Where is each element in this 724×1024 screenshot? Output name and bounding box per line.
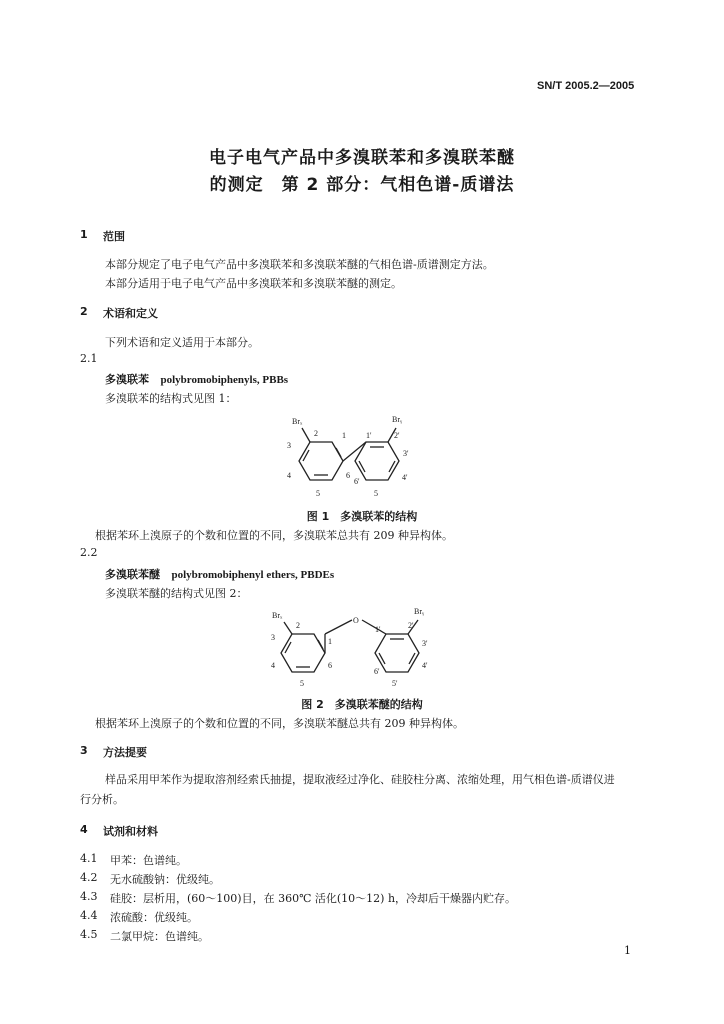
term-pbdes-en: polybromobiphenyl ethers, PBDEs bbox=[171, 569, 335, 581]
term-pbbs-description: 多溴联苯的结构式见图 1： bbox=[105, 392, 237, 405]
fig1-label-l6: 6 bbox=[346, 471, 350, 480]
fig1-label-r4: 4' bbox=[402, 473, 408, 482]
fig1-label-l2: 2 bbox=[314, 429, 318, 438]
section-3-paragraph-1: 样品采用甲苯作为提取溶剂经索氏抽提，提取液经过净化、硅胶柱分离、浓缩处理，用气相色谱-质谱仪进行分析。 bbox=[80, 773, 615, 806]
ring-left bbox=[281, 634, 325, 672]
br-bond-left bbox=[284, 622, 292, 634]
list-item-4-4-number: 4.4 bbox=[80, 909, 98, 922]
fig1-label-l3: 3 bbox=[287, 441, 291, 450]
list-item-4-2-number: 4.2 bbox=[80, 871, 98, 884]
ring-right bbox=[355, 442, 399, 480]
list-item-4-1-number: 4.1 bbox=[80, 852, 98, 865]
section-2-paragraph-1: 下列术语和定义适用于本部分。 bbox=[105, 336, 259, 349]
term-pbbs-en: polybromobiphenyls, PBBs bbox=[160, 374, 289, 386]
section-3-number: 3 bbox=[80, 744, 88, 757]
fig1-label-r1: 1' bbox=[366, 431, 372, 440]
fig2-label-r3: 3' bbox=[422, 639, 428, 648]
fig1-label-r6: 6' bbox=[354, 477, 360, 486]
fig2-label-l3: 3 bbox=[271, 633, 275, 642]
fig2-label-l1: 1 bbox=[328, 637, 332, 646]
list-item-4-1-text: 甲苯：色谱纯。 bbox=[110, 854, 187, 867]
list-item-4-4-text: 浓硫酸：优级纯。 bbox=[110, 911, 198, 924]
ring-right bbox=[375, 634, 419, 672]
section-1-number: 1 bbox=[80, 228, 88, 241]
section-3-heading: 方法提要 bbox=[103, 746, 147, 759]
section-1-paragraph-2: 本部分适用于电子电气产品中多溴联苯和多溴联苯醚的测定。 bbox=[105, 277, 402, 290]
fig2-label-l5: 5 bbox=[300, 679, 304, 688]
fig1-label-r5: 5 bbox=[374, 489, 378, 498]
figure-2-pbde-structure bbox=[262, 604, 462, 690]
fig2-oxygen: O bbox=[353, 616, 359, 625]
document-title-line2: 的测定 第 2 部分：气相色谱-质谱法 bbox=[209, 175, 515, 195]
term-pbdes-cn: 多溴联苯醚 bbox=[105, 568, 160, 581]
document-title-line1: 电子电气产品中多溴联苯和多溴联苯醚 bbox=[209, 148, 515, 168]
fig2-label-l2: 2 bbox=[296, 621, 300, 630]
figure-2-caption: 图 2 多溴联苯醚的结构 bbox=[301, 698, 423, 711]
list-item-4-3-text: 硅胶：层析用，(60～100)目，在 360℃ 活化(10～12) h，冷却后干燥器内贮存。 bbox=[110, 892, 517, 905]
fig1-label-r3: 3' bbox=[403, 449, 409, 458]
figure-1-note: 根据苯环上溴原子的个数和位置的不同，多溴联苯总共有 209 种异构体。 bbox=[95, 529, 453, 542]
fig2-label-r6: 6' bbox=[374, 667, 380, 676]
standard-number: SN/T 2005.2—2005 bbox=[537, 80, 635, 92]
br-bond-left bbox=[302, 428, 310, 442]
section-2-heading: 术语和定义 bbox=[103, 307, 158, 320]
fig2-label-r1: 1' bbox=[375, 625, 381, 634]
clause-2-1-number: 2.1 bbox=[80, 352, 98, 365]
fig2-br-left: Brₓ bbox=[272, 611, 283, 620]
figure-1-pbb-structure bbox=[270, 408, 450, 504]
list-item-4-3-number: 4.3 bbox=[80, 890, 98, 903]
fig2-br-right: Brᵧ bbox=[414, 607, 425, 616]
ring-left bbox=[299, 442, 343, 480]
fig1-label-l1: 1 bbox=[342, 431, 346, 440]
fig1-br-right: Brᵧ bbox=[392, 415, 403, 424]
list-item-4-2-text: 无水硫酸钠：优级纯。 bbox=[110, 873, 220, 886]
biphenyl-bond bbox=[343, 442, 366, 461]
figure-1-caption: 图 1 多溴联苯的结构 bbox=[306, 510, 418, 523]
fig1-label-l5: 5 bbox=[316, 489, 320, 498]
section-1-paragraph-1: 本部分规定了电子电气产品中多溴联苯和多溴联苯醚的气相色谱-质谱测定方法。 bbox=[105, 258, 494, 271]
figure-2-note: 根据苯环上溴原子的个数和位置的不同，多溴联苯醚总共有 209 种异构体。 bbox=[95, 717, 464, 730]
list-item-4-5-text: 二氯甲烷：色谱纯。 bbox=[110, 930, 209, 943]
term-pbbs-cn: 多溴联苯 bbox=[105, 373, 149, 386]
fig1-label-r2: 2' bbox=[394, 431, 400, 440]
fig2-label-r2: 2' bbox=[408, 621, 414, 630]
section-4-number: 4 bbox=[80, 823, 88, 836]
term-pbdes bbox=[105, 566, 334, 582]
section-2-number: 2 bbox=[80, 305, 88, 318]
list-item-4-5-number: 4.5 bbox=[80, 928, 98, 941]
term-pbdes-description: 多溴联苯醚的结构式见图 2： bbox=[105, 587, 248, 600]
fig2-label-r5: 5' bbox=[392, 679, 398, 688]
fig2-label-r4: 4' bbox=[422, 661, 428, 670]
fig2-label-l4: 4 bbox=[271, 661, 275, 670]
section-1-heading: 范围 bbox=[103, 230, 125, 243]
fig2-label-l6: 6 bbox=[328, 661, 332, 670]
clause-2-2-number: 2.2 bbox=[80, 546, 98, 559]
ether-bond-right bbox=[362, 620, 386, 634]
fig1-br-left: Brₓ bbox=[292, 417, 303, 426]
fig1-label-l4: 4 bbox=[287, 471, 291, 480]
section-4-heading: 试剂和材料 bbox=[103, 825, 158, 838]
term-pbbs bbox=[105, 371, 288, 387]
page-number: 1 bbox=[624, 944, 631, 957]
